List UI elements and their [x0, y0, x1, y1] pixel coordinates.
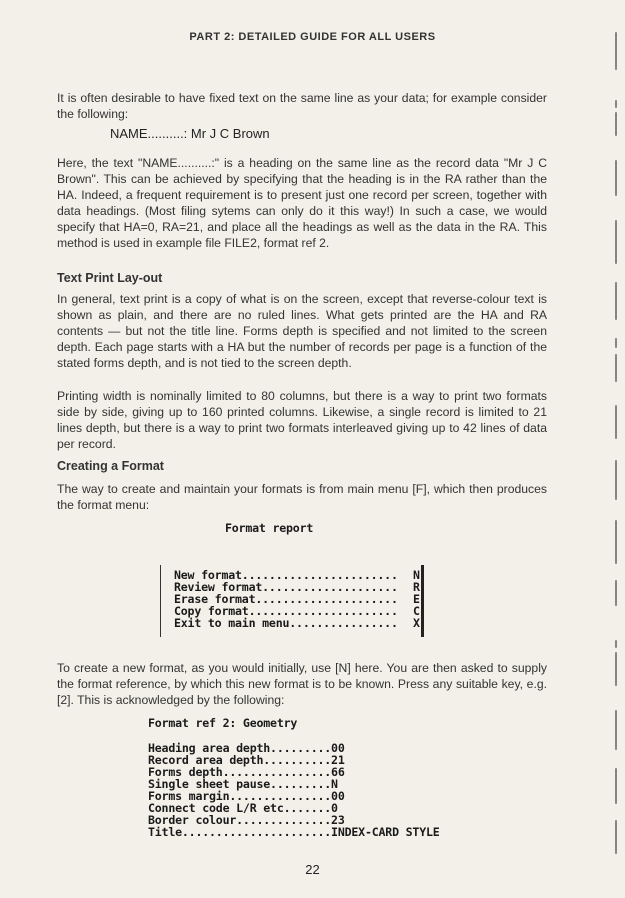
paragraph-printing-width: Printing width is nominally limited to 80 columns, but there is a way to print two formats side by side, giving up to 160 printed columns. Likewise, a single record is limited to 21 lines depth, but there is a way to print two formats interleaved giving up to 42 lines of data per record.: [57, 389, 547, 451]
geometry-line: Forms margin...............00: [148, 789, 345, 803]
geometry-line: Border colour..............23: [148, 813, 345, 827]
geometry-line: Title......................INDEX-CARD STYLE: [148, 825, 440, 839]
menu-key-x: X: [413, 616, 420, 630]
geometry-line: Single sheet pause.........N: [148, 777, 338, 791]
menu-key-r: R: [413, 580, 420, 594]
page-number: 22: [305, 862, 320, 877]
menu-item-new-format: New format.......................: [174, 568, 398, 582]
binding-margin-marks: [605, 20, 617, 860]
geometry-title: Format ref 2: Geometry: [148, 716, 298, 730]
geometry-line: Heading area depth.........00: [148, 741, 345, 755]
paragraph-heading-in-ra: Here, the text "NAME..........:" is a heading on the same line as the record data "Mr J C Brown". This can be achieved by specifying that the heading is in the RA rather than the HA. Indeed, a frequent requirement is to present just one record per screen, together with data headings. (Most filing sytems can only do it this way!) In such a case, we would specify that HA=0, RA=21, and place all the headings as well as the data in the RA. This method is used in example file FILE2, format ref 2.: [57, 156, 547, 250]
paragraph-text-print: In general, text print is a copy of what is on the screen, except that reverse-colour text is shown as plain, and there are no ruled lines. What gets printed are the HA and RA contents — but not the title line. Forms depth is specified and not limited to the screen depth. Each page starts with a HA but the number of records per page is a function of the stated forms depth, and is not tied to the screen depth.: [57, 292, 547, 370]
menu-item-copy-format: Copy format......................: [174, 604, 398, 618]
menu-key-e: E: [413, 592, 420, 606]
format-menu-title: Format report: [225, 521, 314, 535]
geometry-line: Record area depth..........21: [148, 753, 345, 767]
menu-item-erase-format: Erase format.....................: [174, 592, 398, 606]
menu-key-c: C: [413, 604, 420, 618]
menu-key-n: N: [413, 568, 420, 582]
menu-item-exit: Exit to main menu................: [174, 616, 398, 630]
paragraph-creating-format: The way to create and maintain your formats is from main menu [F], which then produces the format menu:: [57, 482, 547, 512]
format-menu: [160, 565, 424, 637]
geometry-line: Connect code L/R etc.......0: [148, 801, 338, 815]
page-header: PART 2: DETAILED GUIDE FOR ALL USERS: [189, 31, 436, 43]
geometry-line: Forms depth................66: [148, 765, 345, 779]
section-heading-creating-format: Creating a Format: [57, 459, 164, 473]
paragraph-intro: It is often desirable to have fixed text on the same line as your data; for example consider the following:: [57, 91, 547, 121]
name-example: NAME..........: Mr J C Brown: [110, 126, 270, 141]
menu-item-review-format: Review format....................: [174, 580, 398, 594]
section-heading-text-print: Text Print Lay-out: [57, 271, 163, 285]
paragraph-new-format: To create a new format, as you would initially, use [N] here. You are then asked to supply the format reference, by which this new format is to be known. Press any suitable key, e.g. [2]. This is acknowledged by the following:: [57, 661, 547, 707]
